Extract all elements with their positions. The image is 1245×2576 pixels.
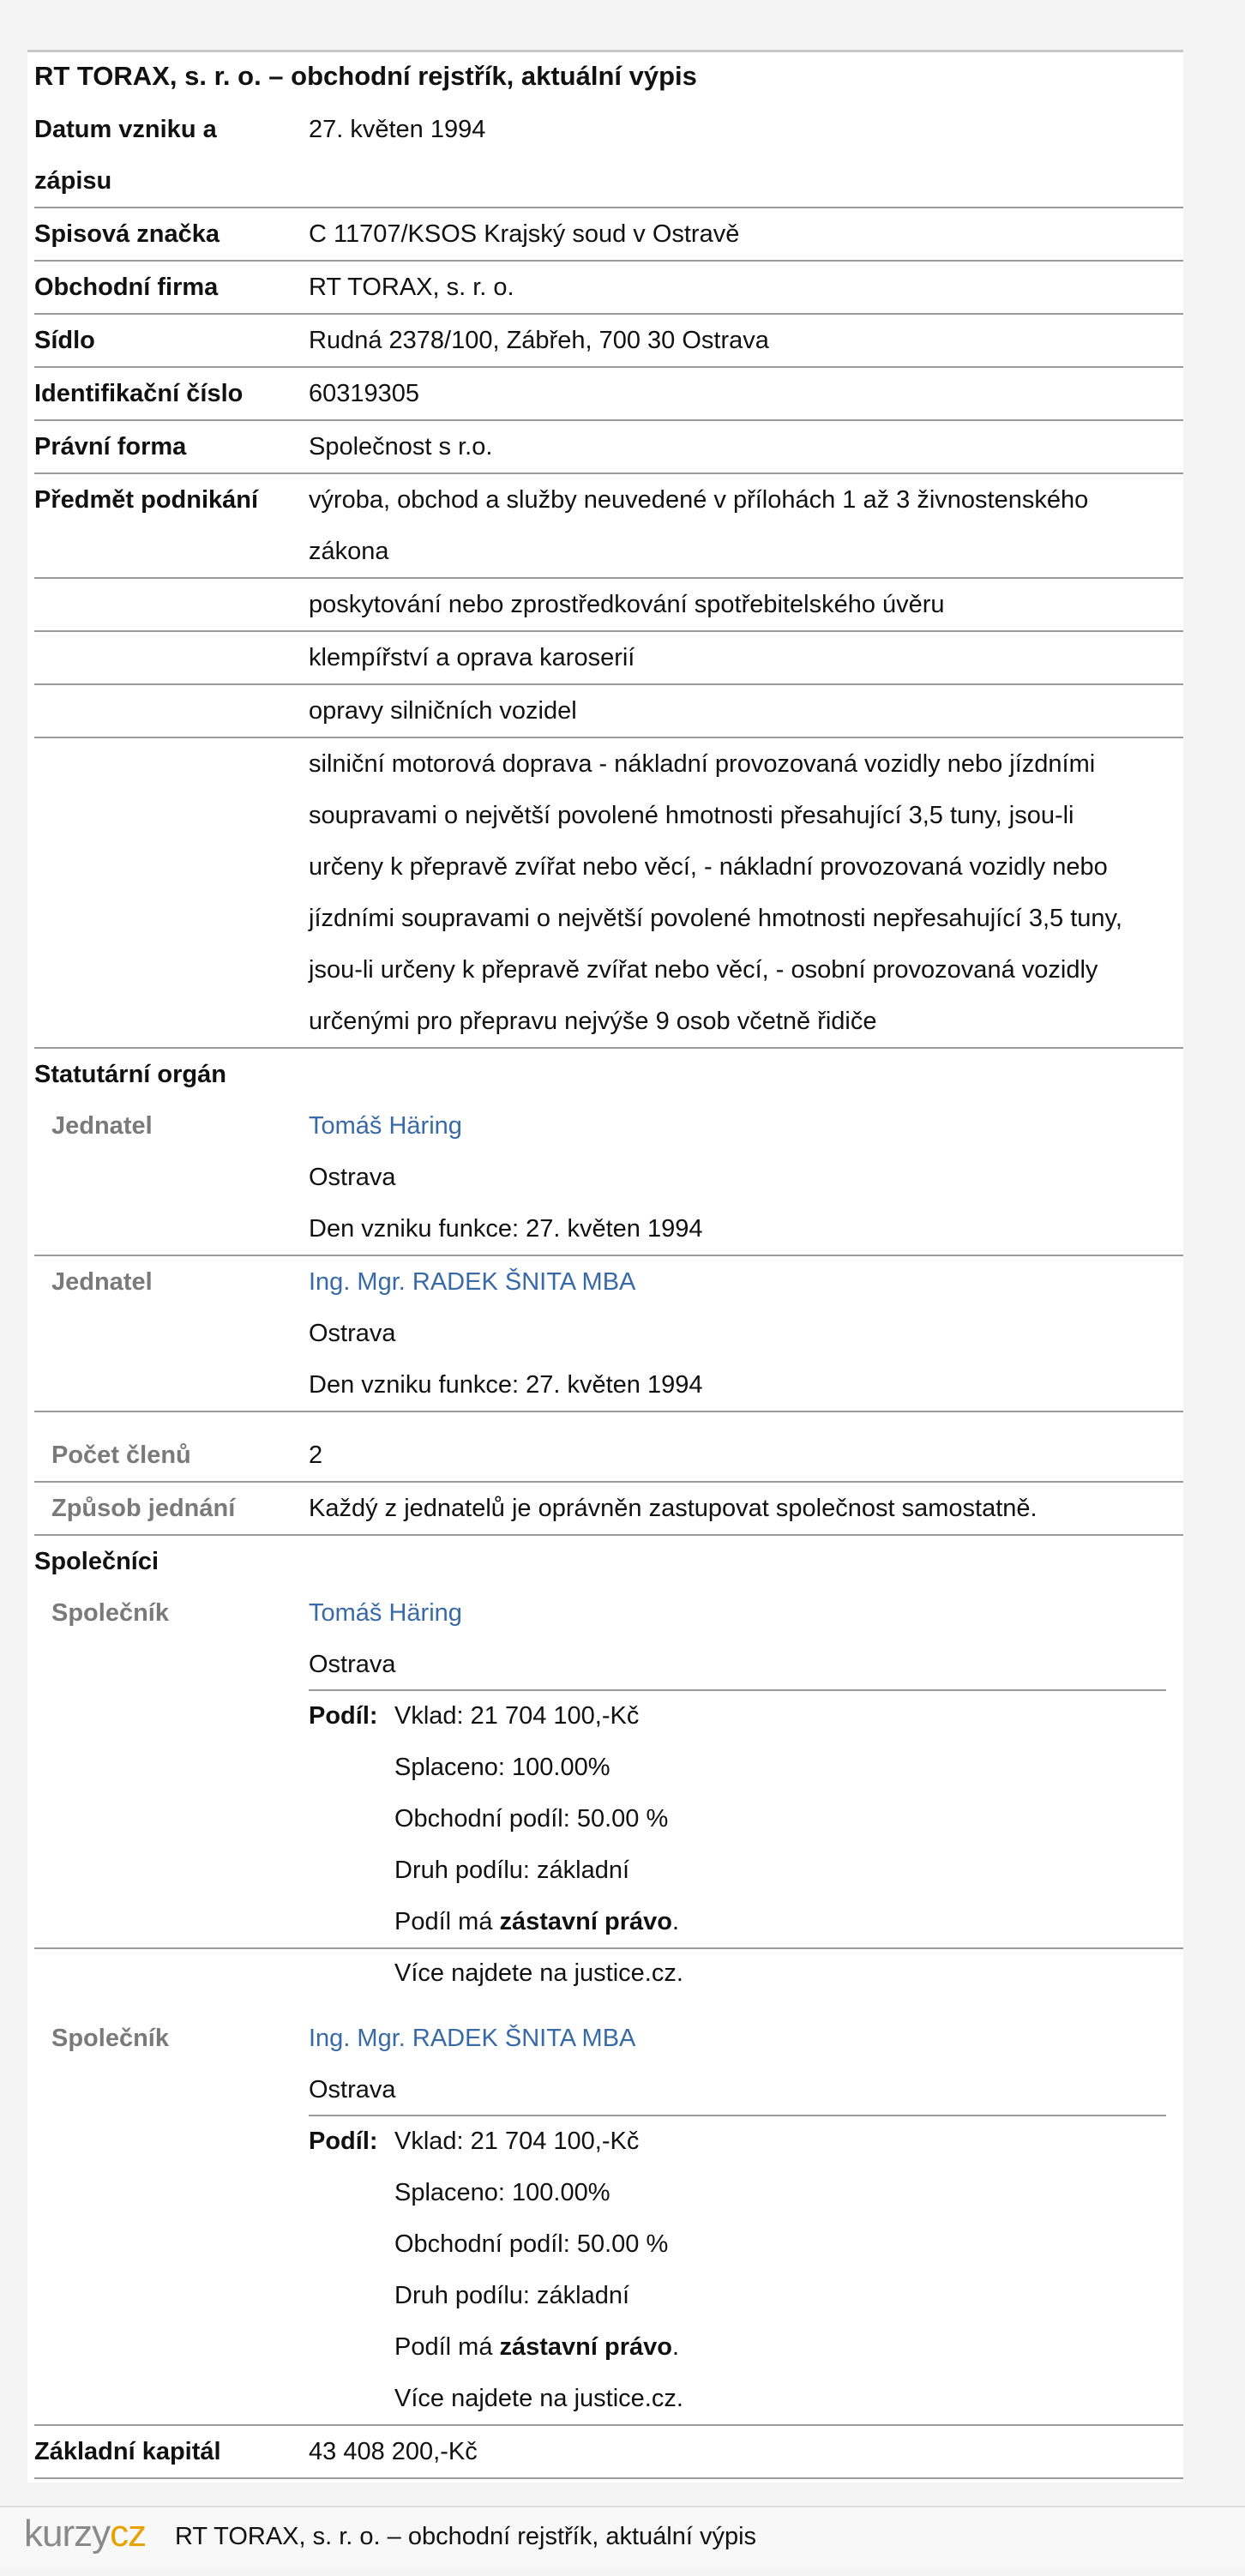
share-obchodni-podil: Obchodní podíl: 50.00 % [394, 1805, 669, 1833]
footer-title: RT TORAX, s. r. o. – obchodní rejstřík, aktuální výpis [175, 2523, 757, 2550]
row-statutarni-1 [34, 1049, 1183, 1256]
row-predmet-4 [34, 685, 1183, 738]
jednatel-role: Jednatel [51, 1112, 153, 1140]
row-spisova-znacka [34, 208, 1183, 262]
row-statutarni-2 [34, 1256, 1183, 1412]
share-label: Podíl: [309, 2128, 378, 2155]
row-predmet-5 [34, 738, 1183, 1049]
jednatel-name-link[interactable]: Ing. Mgr. RADEK ŠNITA MBA [309, 1268, 636, 1296]
share-vklad: Vklad: 21 704 100,-Kč [394, 1702, 640, 1730]
row-predmet-1 [34, 474, 1183, 579]
jednatel-city: Ostrava [309, 1164, 396, 1191]
zastava-bold: zástavní právo [499, 2333, 672, 2361]
spolecnik-role: Společník [51, 2025, 169, 2052]
jednatel-since: Den vzniku funkce: 27. květen 1994 [309, 1215, 703, 1243]
pocet-label: Počet členů [51, 1441, 191, 1469]
row-datum-vzniku [34, 104, 1183, 208]
register-extract [27, 50, 1183, 2483]
spolecnik-name-link[interactable]: Tomáš Häring [309, 1599, 462, 1627]
predmet-item-line: silniční motorová doprava - nákladní provozovaná vozidly nebo jízdními [309, 750, 1096, 778]
share-splaceno: Splaceno: 100.00% [394, 2179, 610, 2206]
share-splaceno: Splaceno: 100.00% [394, 1754, 610, 1781]
row-predmet-3 [34, 632, 1183, 685]
logo-text-cz: cz [110, 2513, 147, 2555]
predmet-item-line: výroba, obchod a služby neuvedené v přílohách 1 až 3 živnostenského [309, 486, 1089, 514]
share-vice: Více najdete na justice.cz. [394, 1959, 683, 1987]
kapital-value: 43 408 200,-Kč [309, 2438, 478, 2465]
zastava-prefix: Podíl má [394, 2333, 500, 2361]
spisova-value: C 11707/KSOS Krajský soud v Ostravě [309, 220, 740, 248]
datum-label-line1: Datum vzniku a [34, 116, 217, 143]
spolecnici-title: Společníci [34, 1548, 159, 1575]
row-pravni-forma [34, 421, 1183, 474]
datum-label-line2: zápisu [34, 167, 112, 195]
share-druh: Druh podílu: základní [394, 1857, 630, 1884]
ico-label: Identifikační číslo [34, 380, 244, 407]
footer-bar [0, 2506, 1245, 2567]
spisova-label: Spisová značka [34, 220, 220, 248]
forma-label: Právní forma [34, 433, 187, 460]
statutarni-title: Statutární orgán [34, 1061, 226, 1088]
kapital-label: Základní kapitál [34, 2438, 221, 2465]
kurzy-cz-logo[interactable] [24, 2513, 146, 2555]
page-title: RT TORAX, s. r. o. – obchodní rejstřík, aktuální výpis [34, 61, 697, 91]
predmet-item-line: určeny k přepravě zvířat nebo věcí, - nákladní provozovaná vozidly nebo [309, 853, 1108, 881]
row-sidlo [34, 315, 1183, 368]
logo-text-kurzy: kurzy [24, 2513, 111, 2555]
datum-value: 27. květen 1994 [309, 116, 486, 143]
jednatel-since: Den vzniku funkce: 27. květen 1994 [309, 1371, 703, 1399]
predmet-item-line: opravy silničních vozidel [309, 697, 577, 725]
predmet-item-line: klempířství a oprava karoserií [309, 644, 635, 671]
spolecnik-city: Ostrava [309, 1651, 396, 1678]
share-vice: Více najdete na justice.cz. [394, 2385, 683, 2412]
zpusob-label: Způsob jednání [51, 1495, 236, 1522]
spolecnik-role: Společník [51, 1599, 169, 1627]
forma-value: Společnost s r.o. [309, 433, 493, 460]
share-label: Podíl: [309, 1702, 378, 1730]
predmet-item-line: soupravami o největší povolené hmotnosti přesahující 3,5 tuny, jsou-li [309, 802, 1074, 829]
predmet-item-line: určenými pro přepravu nejvýše 9 osob včetně řidiče [309, 1008, 877, 1035]
firma-value: RT TORAX, s. r. o. [309, 274, 514, 301]
spolecnik-city: Ostrava [309, 2076, 396, 2104]
ico-value: 60319305 [309, 380, 420, 407]
predmet-item-line: jízdními soupravami o největší povolené hmotnosti nepřesahující 3,5 tuny, [309, 905, 1122, 932]
share-zastava [394, 2321, 679, 2373]
sidlo-label: Sídlo [34, 327, 95, 354]
zastava-prefix: Podíl má [394, 1908, 500, 1935]
zpusob-value: Každý z jednatelů je oprávněn zastupovat společnost samostatně. [309, 1495, 1038, 1522]
jednatel-name-link[interactable]: Tomáš Häring [309, 1112, 462, 1140]
row-pocet-clenu [34, 1412, 1183, 1483]
share-druh: Druh podílu: základní [394, 2282, 630, 2309]
share-zastava [394, 1896, 679, 1947]
sidlo-value: Rudná 2378/100, Zábřeh, 700 30 Ostrava [309, 327, 769, 354]
predmet-label: Předmět podnikání [34, 486, 259, 514]
row-predmet-2 [34, 579, 1183, 632]
row-zakladni-kapital [34, 2426, 1183, 2479]
predmet-item-line: poskytování nebo zprostředkování spotřebitelského úvěru [309, 591, 945, 618]
predmet-item-line: zákona [309, 538, 389, 565]
jednatel-role: Jednatel [51, 1268, 153, 1296]
row-obchodni-firma [34, 262, 1183, 315]
share-obchodni-podil: Obchodní podíl: 50.00 % [394, 2230, 669, 2258]
zastava-suffix: . [671, 1908, 680, 1935]
pocet-value: 2 [309, 1441, 323, 1469]
row-spolecnik-2 [34, 2013, 1183, 2426]
predmet-item-line: jsou-li určeny k přepravě zvířat nebo věcí, - osobní provozovaná vozidly [309, 956, 1098, 984]
row-spolecnik-1 [34, 1536, 1183, 1949]
row-ico [34, 368, 1183, 421]
row-zpusob-jednani [34, 1483, 1183, 1536]
zastava-bold: zástavní právo [499, 1908, 672, 1935]
firma-label: Obchodní firma [34, 274, 219, 301]
share-vklad: Vklad: 21 704 100,-Kč [394, 2128, 640, 2155]
jednatel-city: Ostrava [309, 1320, 396, 1347]
spolecnik-name-link[interactable]: Ing. Mgr. RADEK ŠNITA MBA [309, 2025, 636, 2052]
zastava-suffix: . [671, 2333, 680, 2361]
